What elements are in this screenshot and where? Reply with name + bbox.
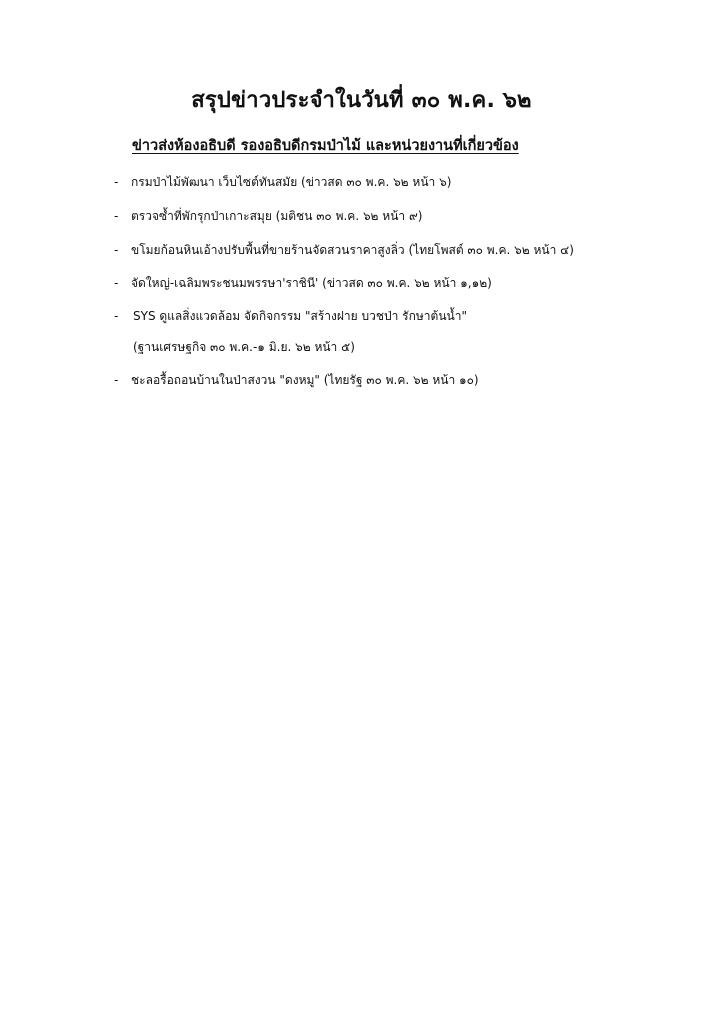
bullet-dash: - <box>114 309 119 323</box>
news-item-text: ตรวจซ้ำที่พักรุกป่าเกาะสมุย (มติชน ๓๐ พ.ค. ๖๒ หน้า ๙) <box>131 209 423 223</box>
section-heading: ข่าวส่งห้องอธิบดี รองอธิบดีกรมป่าไม้ และหน่วยงานที่เกี่ยวข้อง <box>132 138 519 154</box>
bullet-dash: - <box>114 243 119 257</box>
news-item-text: ชะลอรื้อถอนบ้านในป่าสงวน "ดงหมู" (ไทยรัฐ ๓๐ พ.ค. ๖๒ หน้า ๑๐) <box>131 373 479 387</box>
news-item-continuation: (ฐานเศรษฐกิจ ๓๐ พ.ค.-๑ มิ.ย. ๖๒ หน้า ๕) <box>133 340 355 354</box>
news-item-text: กรมป่าไม้พัฒนา เว็บไซต์ทันสมัย (ข่าวสด ๓๐ พ.ค. ๖๒ หน้า ๖) <box>131 175 452 189</box>
bullet-dash: - <box>114 276 119 290</box>
page-title: สรุปข่าวประจำในวันที่ ๓๐ พ.ค. ๖๒ <box>191 88 532 113</box>
news-item-text: SYS ดูแลสิ่งแวดล้อม จัดกิจกรรม "สร้างฝาย บวชป่า รักษาต้นน้ำ" <box>133 309 467 323</box>
bullet-dash: - <box>114 209 119 223</box>
news-item-text: ขโมยก้อนหินเอ้างปรับพื้นที่ขายร้านจัดสวนราคาสูงลิ่ว (ไทยโพสต์ ๓๐ พ.ค. ๖๒ หน้า ๔) <box>131 243 574 257</box>
news-item-text: จัดใหญ่-เฉลิมพระชนมพรรษา'ราชินี' (ข่าวสด ๓๐ พ.ค. ๖๒ หน้า ๑,๑๒) <box>131 276 492 290</box>
bullet-dash: - <box>114 373 119 387</box>
bullet-dash: - <box>114 175 119 189</box>
